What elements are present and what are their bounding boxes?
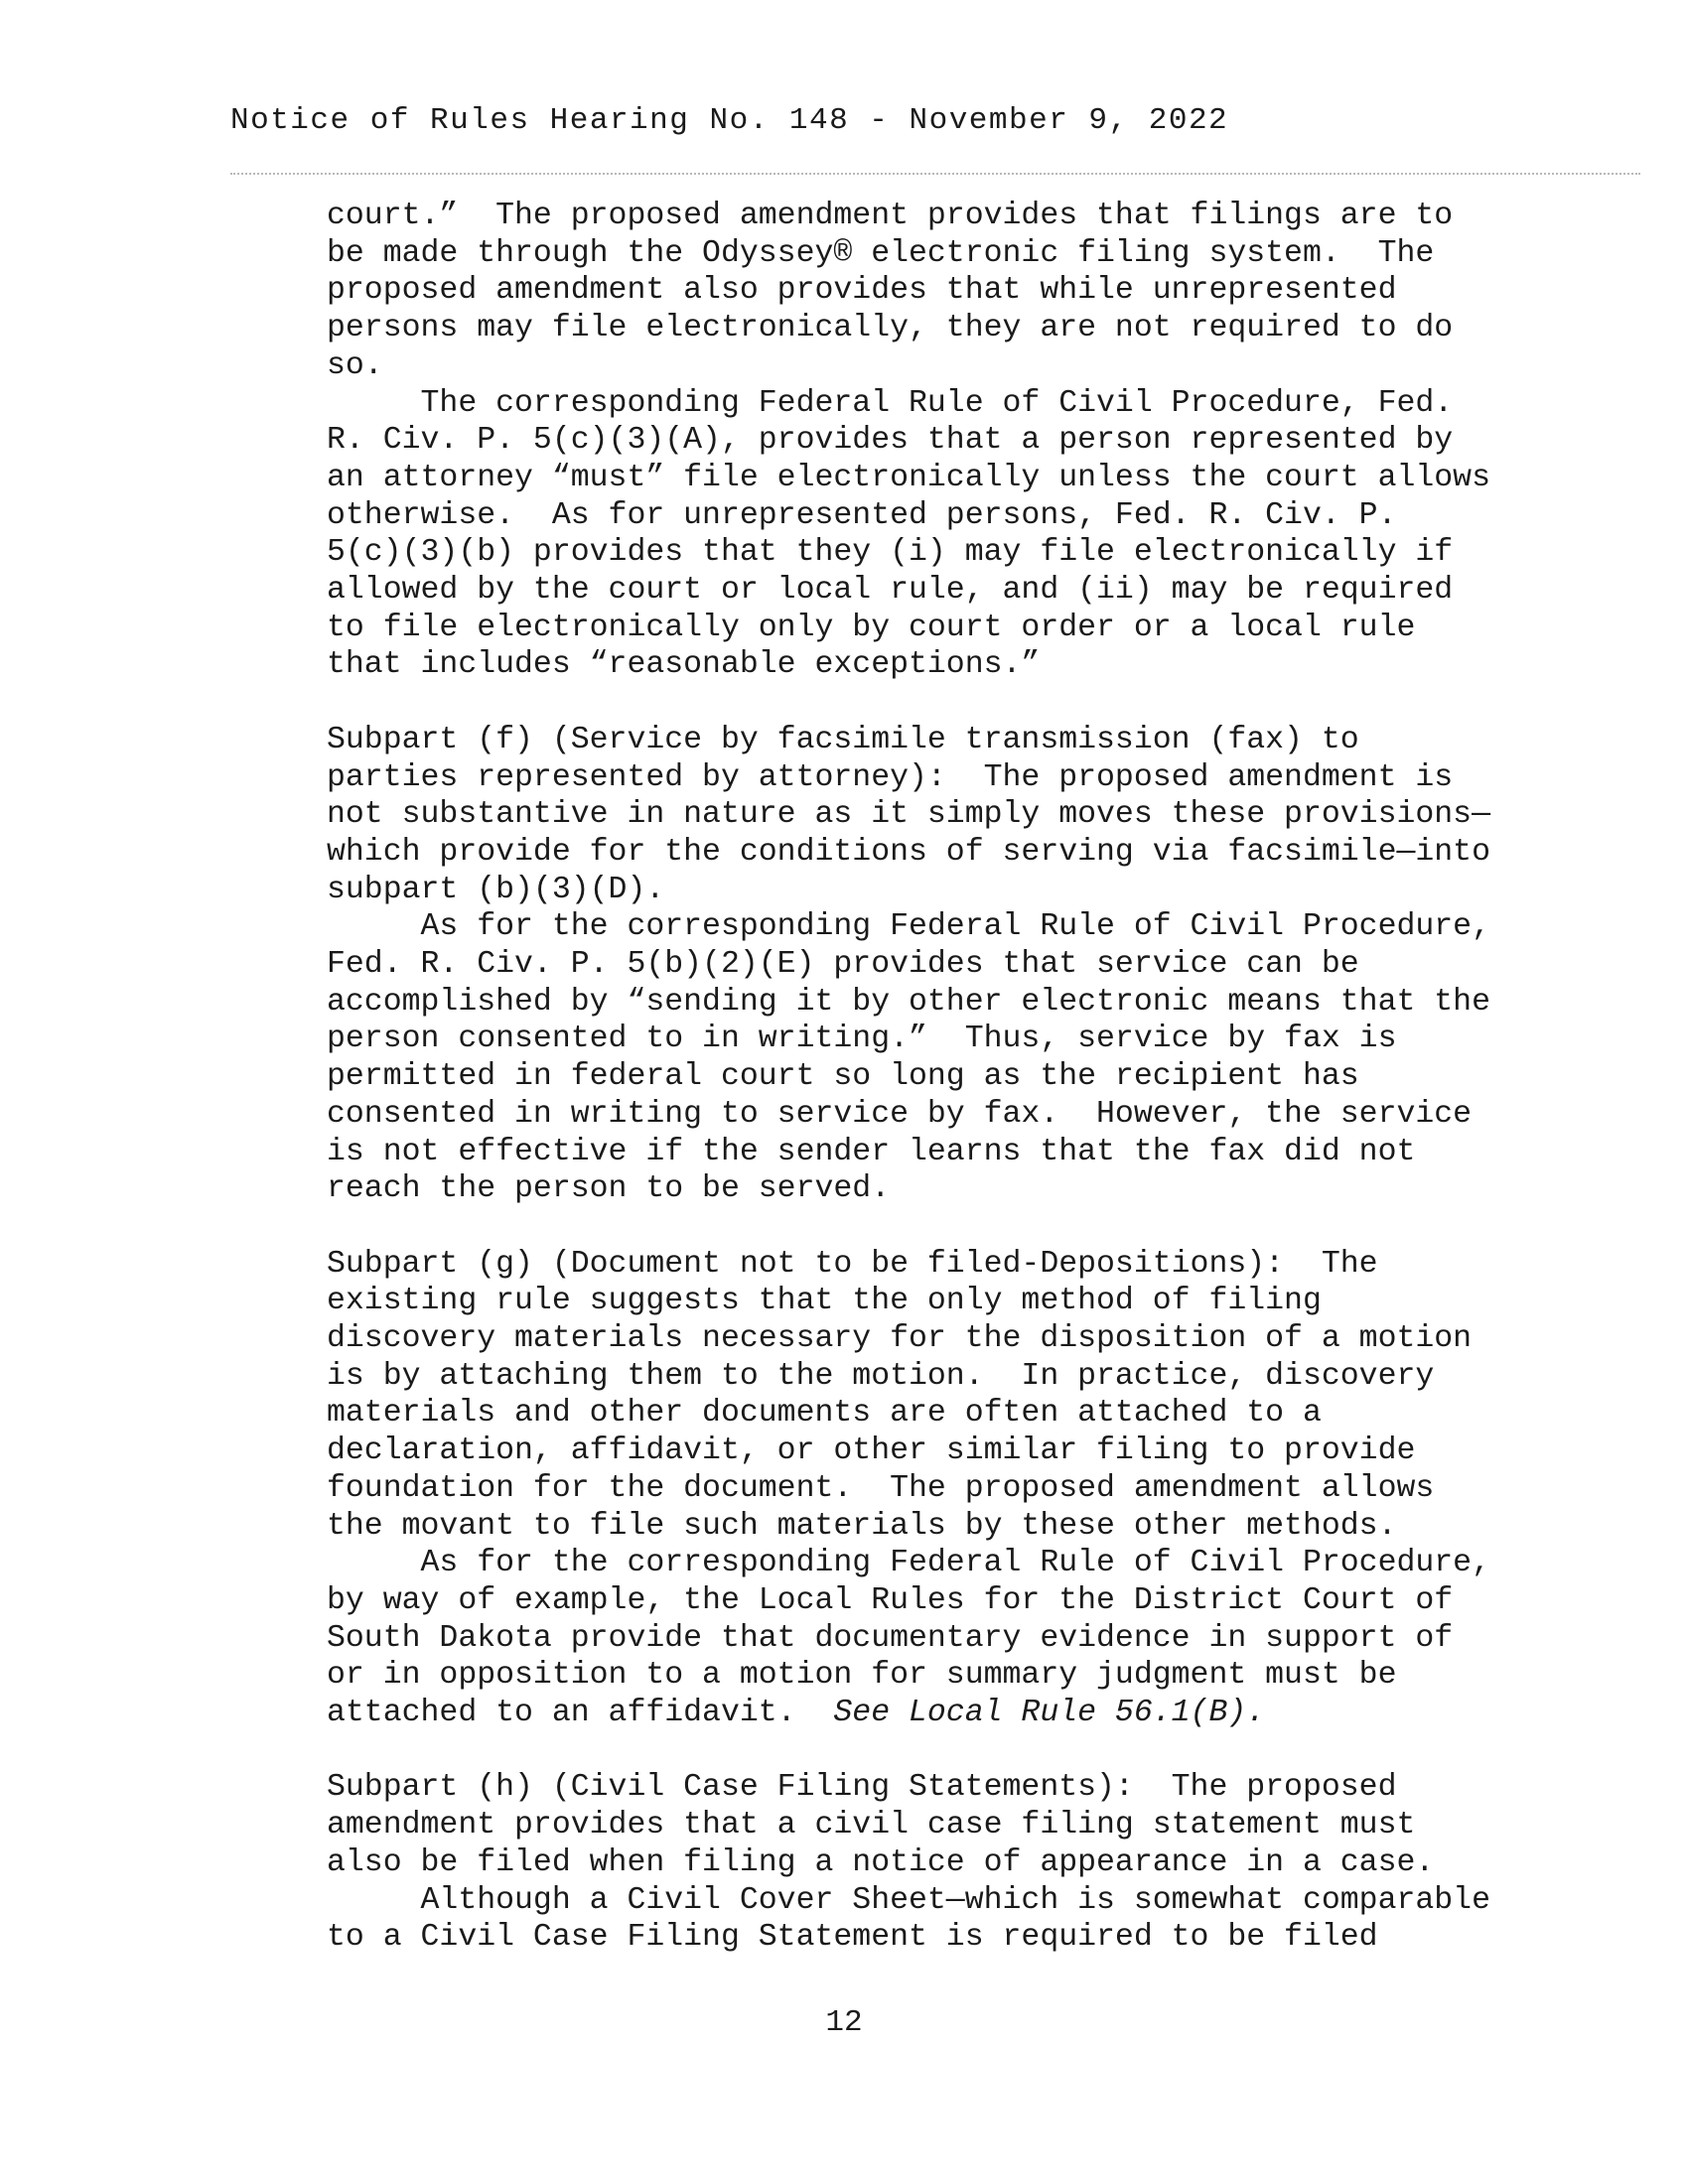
document-body	[327, 198, 1647, 1957]
text-line: Subpart (f) (Service by facsimile transmission (fax) to	[327, 722, 1359, 757]
text-line: by way of example, the Local Rules for the District Court of	[327, 1582, 1454, 1618]
paragraph	[327, 908, 1647, 1208]
paragraph	[327, 722, 1647, 909]
text-line: existing rule suggests that the only method of filing	[327, 1284, 1322, 1319]
page-number: 12	[825, 2005, 863, 2040]
text-line: otherwise. As for unrepresented persons, Fed. R. Civ. P.	[327, 497, 1397, 533]
text-line: court.” The proposed amendment provides that filings are to	[327, 199, 1454, 233]
text-line: to a Civil Case Filing Statement is required to be filed	[327, 1920, 1378, 1956]
text-line: subpart (b)(3)(D).	[327, 872, 665, 907]
text-line: to file electronically only by court order or a local rule	[327, 610, 1416, 645]
paragraph	[327, 198, 1647, 385]
text-line: not substantive in nature as it simply moves these provisions—	[327, 797, 1490, 833]
text-line: that includes “reasonable exceptions.”	[327, 647, 1041, 683]
text-line: 5(c)(3)(b) provides that they (i) may file electronically if	[327, 535, 1454, 571]
text-line: accomplished by “sending it by other electronic means that the	[327, 984, 1490, 1020]
blank-line	[327, 1732, 1647, 1770]
text-segment: attached to an affidavit.	[327, 1696, 834, 1731]
text-line	[327, 1695, 1647, 1732]
text-line: allowed by the court or local rule, and (ii) may be required	[327, 573, 1454, 609]
text-line: permitted in federal court so long as the recipient has	[327, 1059, 1359, 1095]
text-line: declaration, affidavit, or other similar filing to provide	[327, 1433, 1416, 1469]
text-line: parties represented by attorney): The proposed amendment is	[327, 759, 1454, 795]
text-line: be made through the Odyssey® electronic filing system. The	[327, 235, 1435, 271]
text-line: or in opposition to a motion for summary judgment must be	[327, 1658, 1397, 1694]
text-line: Although a Civil Cover Sheet—which is somewhat comparable	[327, 1882, 1490, 1918]
text-line: Subpart (h) (Civil Case Filing Statements): The proposed	[327, 1770, 1397, 1806]
text-line: R. Civ. P. 5(c)(3)(A), provides that a person represented by	[327, 423, 1454, 459]
text-line: also be filed when filing a notice of appearance in a case.	[327, 1844, 1435, 1880]
text-line: reach the person to be served.	[327, 1171, 891, 1207]
paragraph	[327, 1246, 1647, 1546]
text-line: which provide for the conditions of serving via facsimile—into	[327, 834, 1490, 870]
text-line: amendment provides that a civil case filing statement must	[327, 1808, 1416, 1843]
text-line: an attorney “must” file electronically unless the court allows	[327, 460, 1490, 495]
text-line: Fed. R. Civ. P. 5(b)(2)(E) provides that service can be	[327, 947, 1359, 983]
text-line: so.	[327, 347, 383, 383]
text-line: proposed amendment also provides that while unrepresented	[327, 273, 1397, 309]
text-line: the movant to file such materials by these other methods.	[327, 1508, 1397, 1544]
text-line: materials and other documents are often attached to a	[327, 1396, 1322, 1432]
paragraph	[327, 1769, 1647, 1881]
paragraph	[327, 1882, 1647, 1957]
page-header: Notice of Rules Hearing No. 148 - November 9, 2022	[230, 103, 1229, 138]
text-line: South Dakota provide that documentary evidence in support of	[327, 1620, 1454, 1656]
text-line: is by attaching them to the motion. In practice, discovery	[327, 1358, 1435, 1394]
citation: See Local Rule 56.1(B).	[833, 1696, 1266, 1731]
blank-line	[327, 1208, 1647, 1246]
text-line: consented in writing to service by fax. However, the service	[327, 1096, 1473, 1132]
text-line: As for the corresponding Federal Rule of Civil Procedure,	[327, 909, 1490, 945]
text-line: is not effective if the sender learns that the fax did not	[327, 1134, 1416, 1169]
paragraph	[327, 385, 1647, 685]
text-line: person consented to in writing.” Thus, service by fax is	[327, 1022, 1397, 1057]
blank-line	[327, 684, 1647, 722]
text-line: The corresponding Federal Rule of Civil Procedure, Fed.	[327, 385, 1454, 421]
text-line: foundation for the document. The proposed amendment allows	[327, 1470, 1435, 1506]
text-line: persons may file electronically, they are not required to do	[327, 311, 1454, 346]
text-line: Subpart (g) (Document not to be filed-Depositions): The	[327, 1246, 1378, 1282]
text-line: discovery materials necessary for the disposition of a motion	[327, 1321, 1473, 1357]
text-line: As for the corresponding Federal Rule of Civil Procedure,	[327, 1546, 1490, 1581]
header-divider	[230, 173, 1640, 175]
paragraph	[327, 1545, 1647, 1732]
